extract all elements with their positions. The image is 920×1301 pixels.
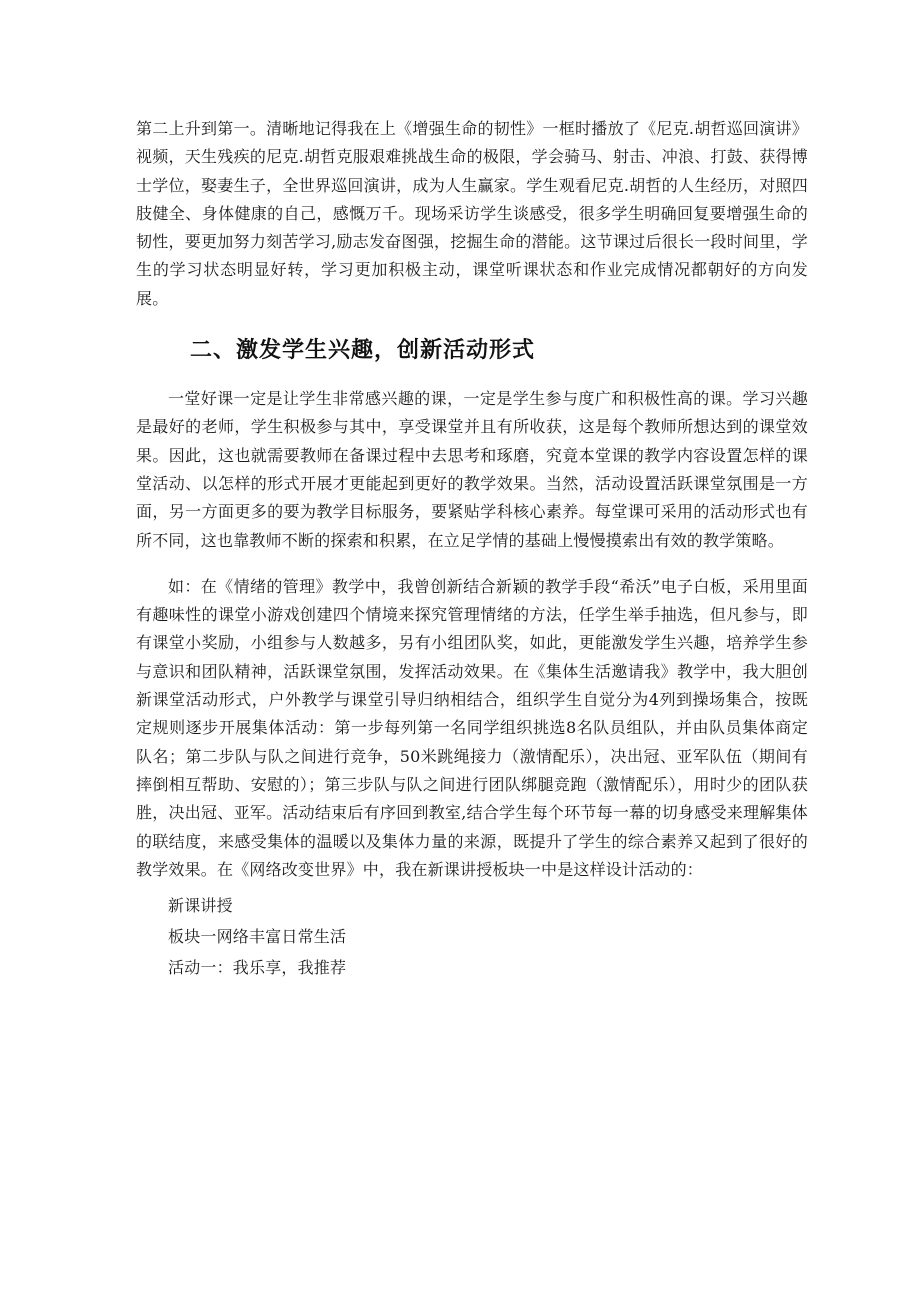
- line-activity-one: 活动一：我乐享，我推荐: [168, 958, 347, 978]
- line-module-one: 板块一网络丰富日常生活: [168, 927, 347, 947]
- paragraph-interest: 一堂好课一定是让学生非常感兴趣的课，一定是学生参与度广和积极性高的课。学习兴趣是最好的老师，学生积极参与其中，享受课堂并且有所收获，这是每个教师所想达到的课堂效果。因此，这也就需要教师在备课过程中去思考和琢磨，究竟本堂课的教学内容设置怎样的课堂活动、以怎样的形式开展才更能起到更好的教学效果。当然，活动设置活跃课堂氛围是一方面，另一方面更多的要为教学目标服务，要紧贴学科核心素养。每堂课可采用的活动形式也有所不同，这也靠教师不断的探索和积累，在立足学情的基础上慢慢摸索出有效的教学策略。: [136, 389, 808, 550]
- paragraph-examples: 如：在《情绪的管理》教学中，我曾创新结合新颖的教学手段“希沃”电子白板，采用里面有趣味性的课堂小游戏创建四个情境来探究管理情绪的方法，任学生举手抽选，但凡参与，即有课堂小奖励，小组参与人数越多，另有小组团队奖，如此，更能激发学生兴趣，培养学生参与意识和团队精神，活跃课堂氛围，发挥活动效果。在《集体生活邀请我》教学中，我大胆创新课堂活动形式，户外教学与课堂引导归纳相结合，组织学生自觉分为4列到操场集合，按既定规则逐步开展集体活动：第一步每列第一名同学组织挑选8名队员组队，并由队员集体商定队名；第二步队与队之间进行竞争，50米跳绳接力（激情配乐），决出冠、亚军队伍（期间有摔倒相互帮助、安慰的）；第三步队与队之间进行团队绑腿竞跑（激情配乐），用时少的团队获胜，决出冠、亚军。活动结束后有序回到教室,结合学生每个环节每一幕的切身感受来理解集体的联结度，来感受集体的温暖以及集体力量的来源，既提升了学生的综合素养又起到了很好的教学效果。在《网络改变世界》中，我在新课讲授板块一中是这样设计活动的：: [136, 576, 808, 879]
- document-body: [136, 115, 808, 983]
- section-heading: 二、激发学生兴趣，创新活动形式: [190, 338, 536, 364]
- line-new-lesson: 新课讲授: [168, 896, 233, 916]
- paragraph-continuation: 第二上升到第一。清晰地记得我在上《增强生命的韧性》一框时播放了《尼克.胡哲巡回演讲》视频，天生残疾的尼克.胡哲克服艰难挑战生命的极限，学会骑马、射击、冲浪、打鼓、获得博士学位，娶妻生子，全世界巡回演讲，成为人生赢家。学生观看尼克.胡哲的人生经历，对照四肢健全、身体健康的自己，感慨万千。现场采访学生谈感受，很多学生明确回复要增强生命的韧性，要更加努力刻苦学习,励志发奋图强，挖掘生命的潜能。这节课过后很长一段时间里，学生的学习状态明显好转，学习更加积极主动，课堂听课状态和作业完成情况都朝好的方向发展。: [136, 119, 808, 308]
